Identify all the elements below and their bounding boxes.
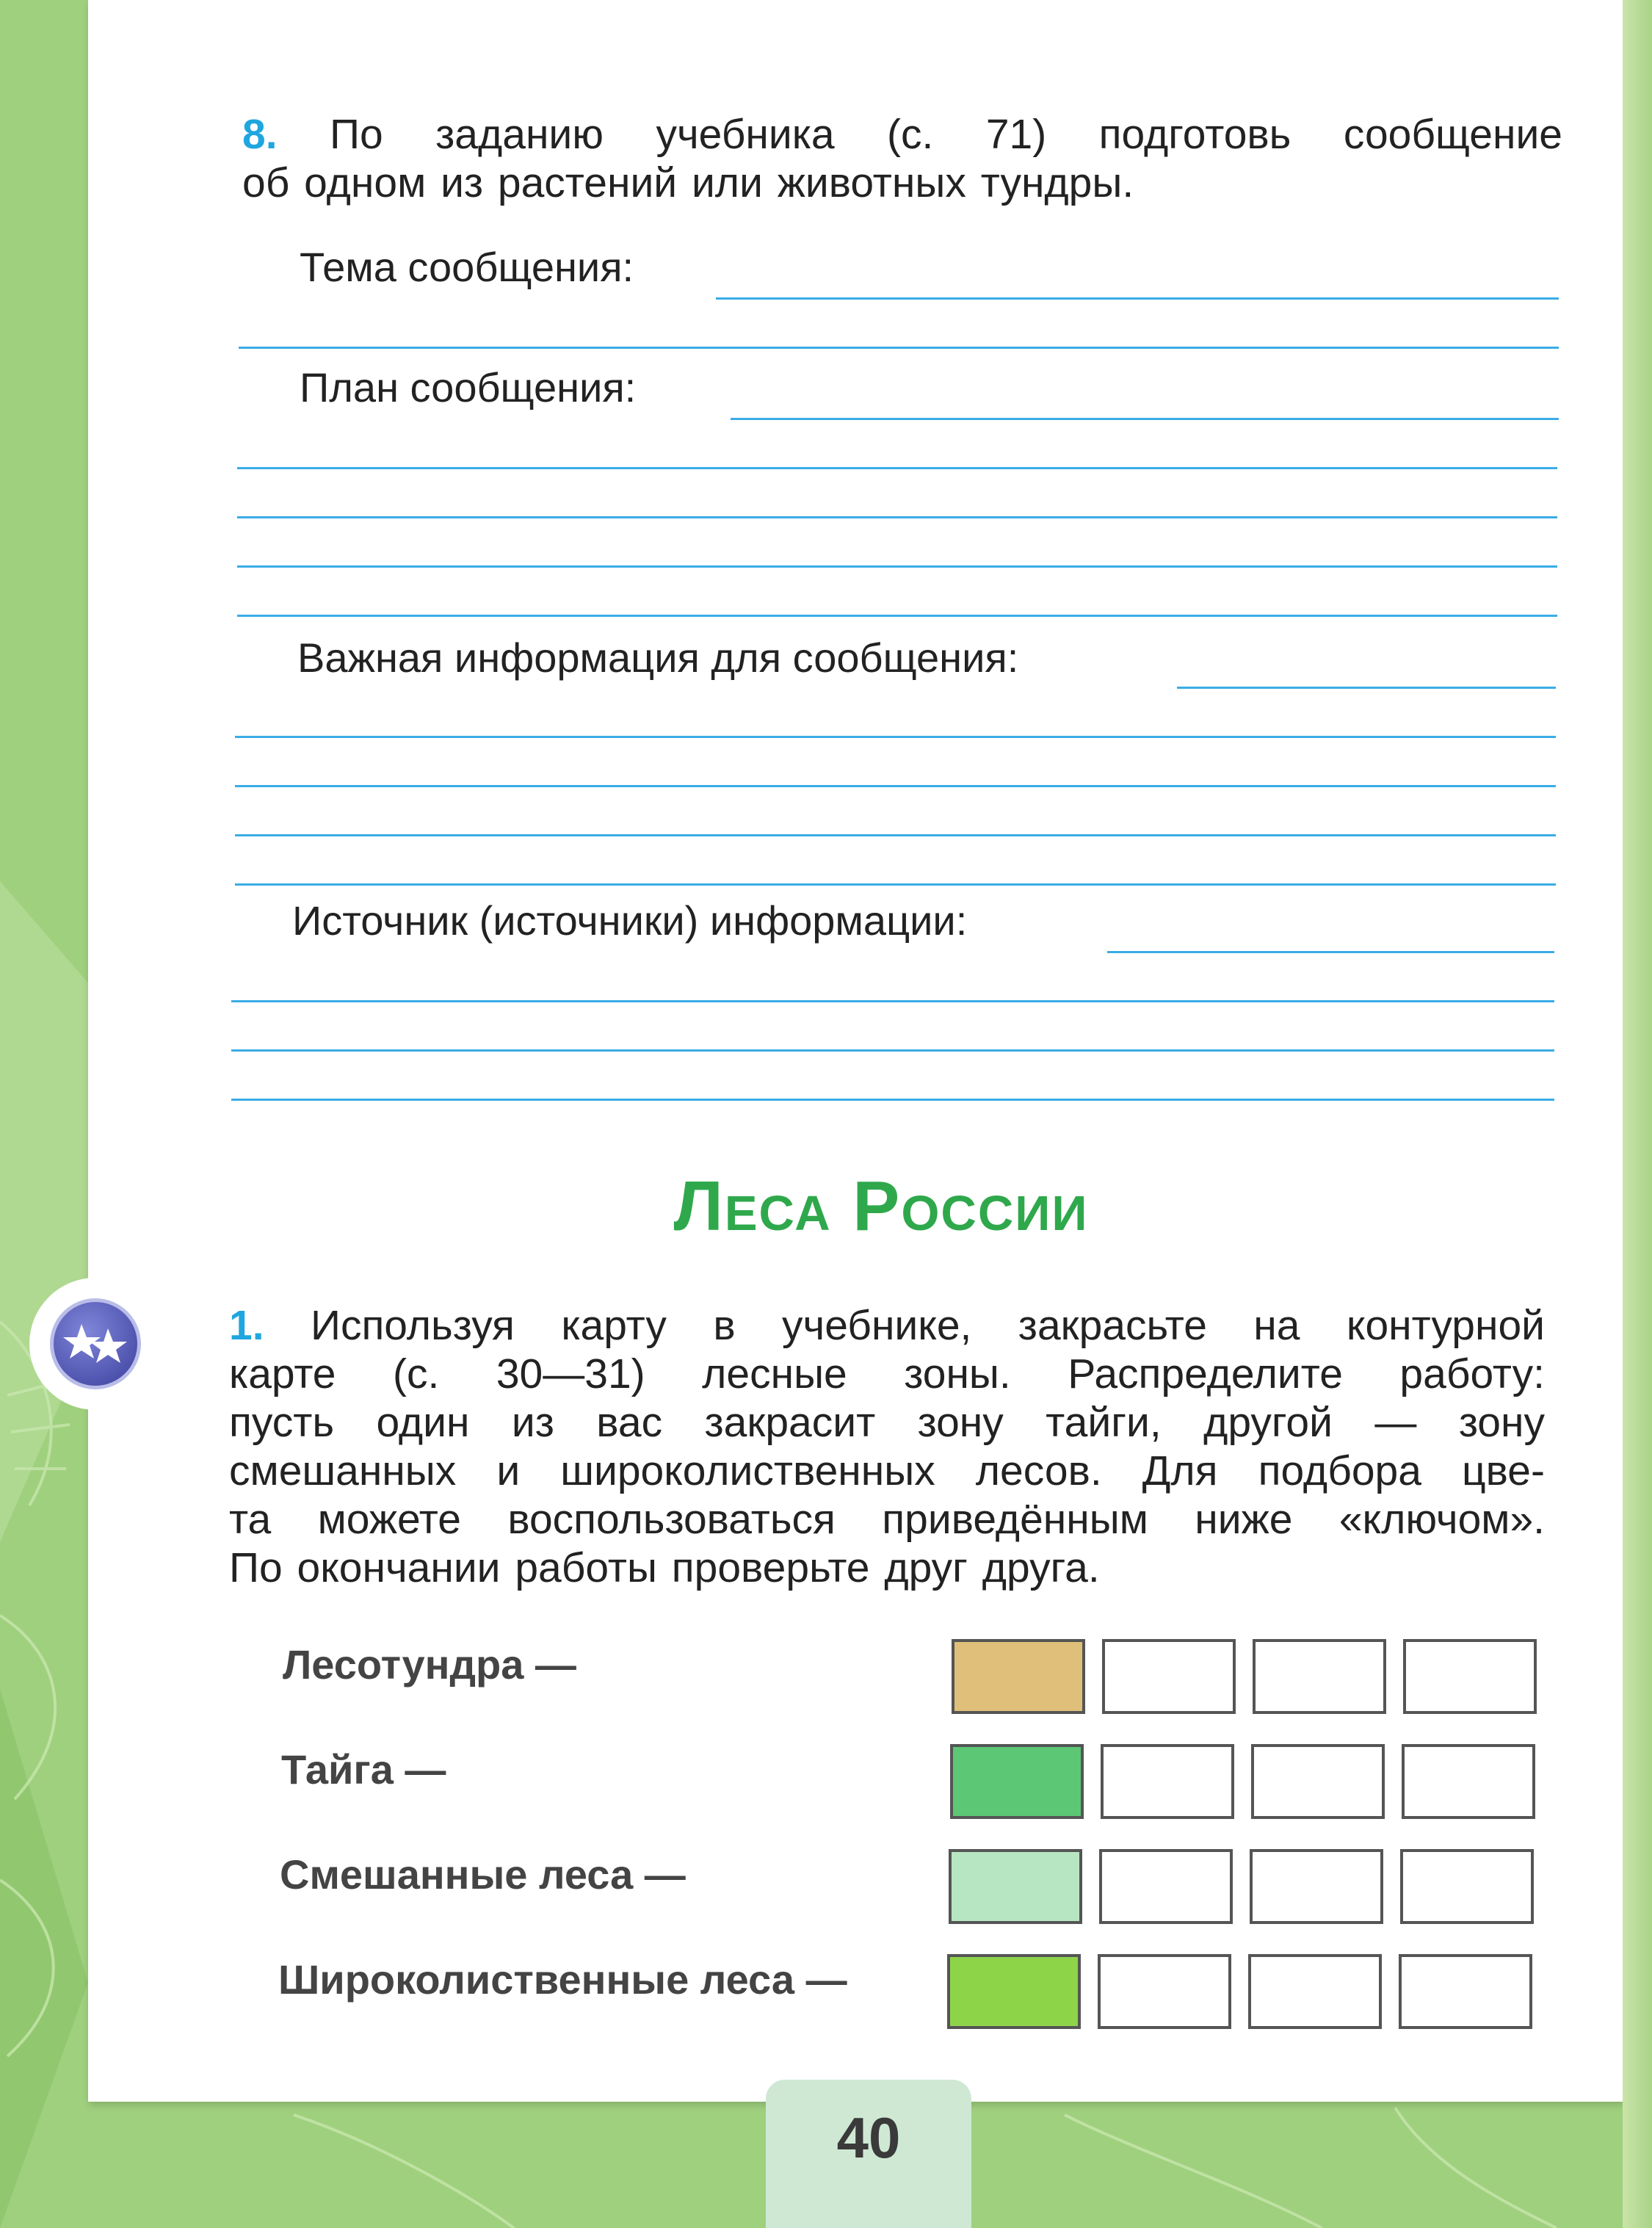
key-empty-cell[interactable] xyxy=(1098,1954,1231,2029)
info-line[interactable] xyxy=(235,834,1556,836)
plan-line[interactable] xyxy=(237,565,1557,568)
task-1-line-1: Используя карту в учебнике, закрасьте на контурной xyxy=(310,1302,1545,1349)
task-1-line-5: та можете воспользоваться приведённым ниже «ключом». xyxy=(229,1496,1545,1543)
info-line[interactable] xyxy=(1177,687,1556,689)
task-8-line-2: об одном из растений или животных тундры. xyxy=(242,159,1134,206)
key-empty-cell[interactable] xyxy=(1251,1744,1385,1819)
key-empty-cell[interactable] xyxy=(1399,1954,1532,2029)
topic-line[interactable] xyxy=(716,297,1559,300)
task-1-line-2: карте (с. 30—31) лесные зоны. Распределите работу: xyxy=(229,1350,1545,1397)
sources-label: Источник (источники) информации: xyxy=(292,897,968,944)
key-empty-cell[interactable] xyxy=(1403,1639,1537,1714)
key-empty-cell[interactable] xyxy=(1101,1744,1234,1819)
task-8-number: 8. xyxy=(242,111,278,158)
task-1-text xyxy=(229,1301,1545,1592)
key-empty-cell[interactable] xyxy=(1248,1954,1382,2029)
key-empty-cell[interactable] xyxy=(1253,1639,1386,1714)
plan-line[interactable] xyxy=(237,615,1557,617)
task-8-line-1: По заданию учебника (с. 71) подготовь сообщение xyxy=(330,111,1562,158)
key-empty-cell[interactable] xyxy=(1099,1849,1233,1924)
key-swatch xyxy=(949,1849,1082,1924)
task-1-line-4: смешанных и широколиственных лесов. Для подбора цве- xyxy=(229,1447,1545,1494)
info-line[interactable] xyxy=(235,785,1556,787)
info-line[interactable] xyxy=(235,736,1556,738)
sources-line[interactable] xyxy=(231,1049,1554,1052)
info-label: Важная информация для сообщения: xyxy=(297,634,1019,681)
info-line[interactable] xyxy=(235,883,1556,886)
plan-line[interactable] xyxy=(731,418,1559,420)
plan-label: План сообщения: xyxy=(300,364,637,410)
key-label-broadleaf-forests: Широколиственные леса — xyxy=(278,1956,847,2003)
key-empty-cell[interactable] xyxy=(1102,1639,1236,1714)
plan-line[interactable] xyxy=(237,516,1557,518)
pair-work-badge xyxy=(29,1278,162,1410)
key-label-forest-tundra: Лесотундра — xyxy=(283,1641,576,1688)
section-title: Леса России xyxy=(673,1167,1089,1245)
topic-line[interactable] xyxy=(239,347,1559,349)
key-swatch xyxy=(950,1744,1084,1819)
key-empty-cell[interactable] xyxy=(1250,1849,1383,1924)
task-1-line-3: пусть один из вас закрасит зону тайги, другой — зону xyxy=(229,1399,1545,1446)
task-8-text xyxy=(242,110,1562,207)
topic-label: Тема сообщения: xyxy=(300,244,634,290)
two-stars-icon xyxy=(50,1298,141,1389)
key-empty-cell[interactable] xyxy=(1402,1744,1535,1819)
sources-line[interactable] xyxy=(231,1000,1554,1002)
page-number: 40 xyxy=(836,2105,901,2170)
key-swatch xyxy=(952,1639,1085,1714)
sources-line[interactable] xyxy=(1107,951,1554,953)
key-swatch xyxy=(947,1954,1081,2029)
key-label-taiga: Тайга — xyxy=(281,1746,446,1793)
plan-line[interactable] xyxy=(237,467,1557,469)
key-empty-cell[interactable] xyxy=(1400,1849,1534,1924)
page-edge xyxy=(1623,0,1652,2228)
task-1-line-6: По окончании работы проверьте друг друга. xyxy=(229,1544,1100,1591)
key-label-mixed-forests: Смешанные леса — xyxy=(280,1851,686,1898)
sources-line[interactable] xyxy=(231,1099,1554,1101)
task-1-number: 1. xyxy=(229,1302,264,1349)
